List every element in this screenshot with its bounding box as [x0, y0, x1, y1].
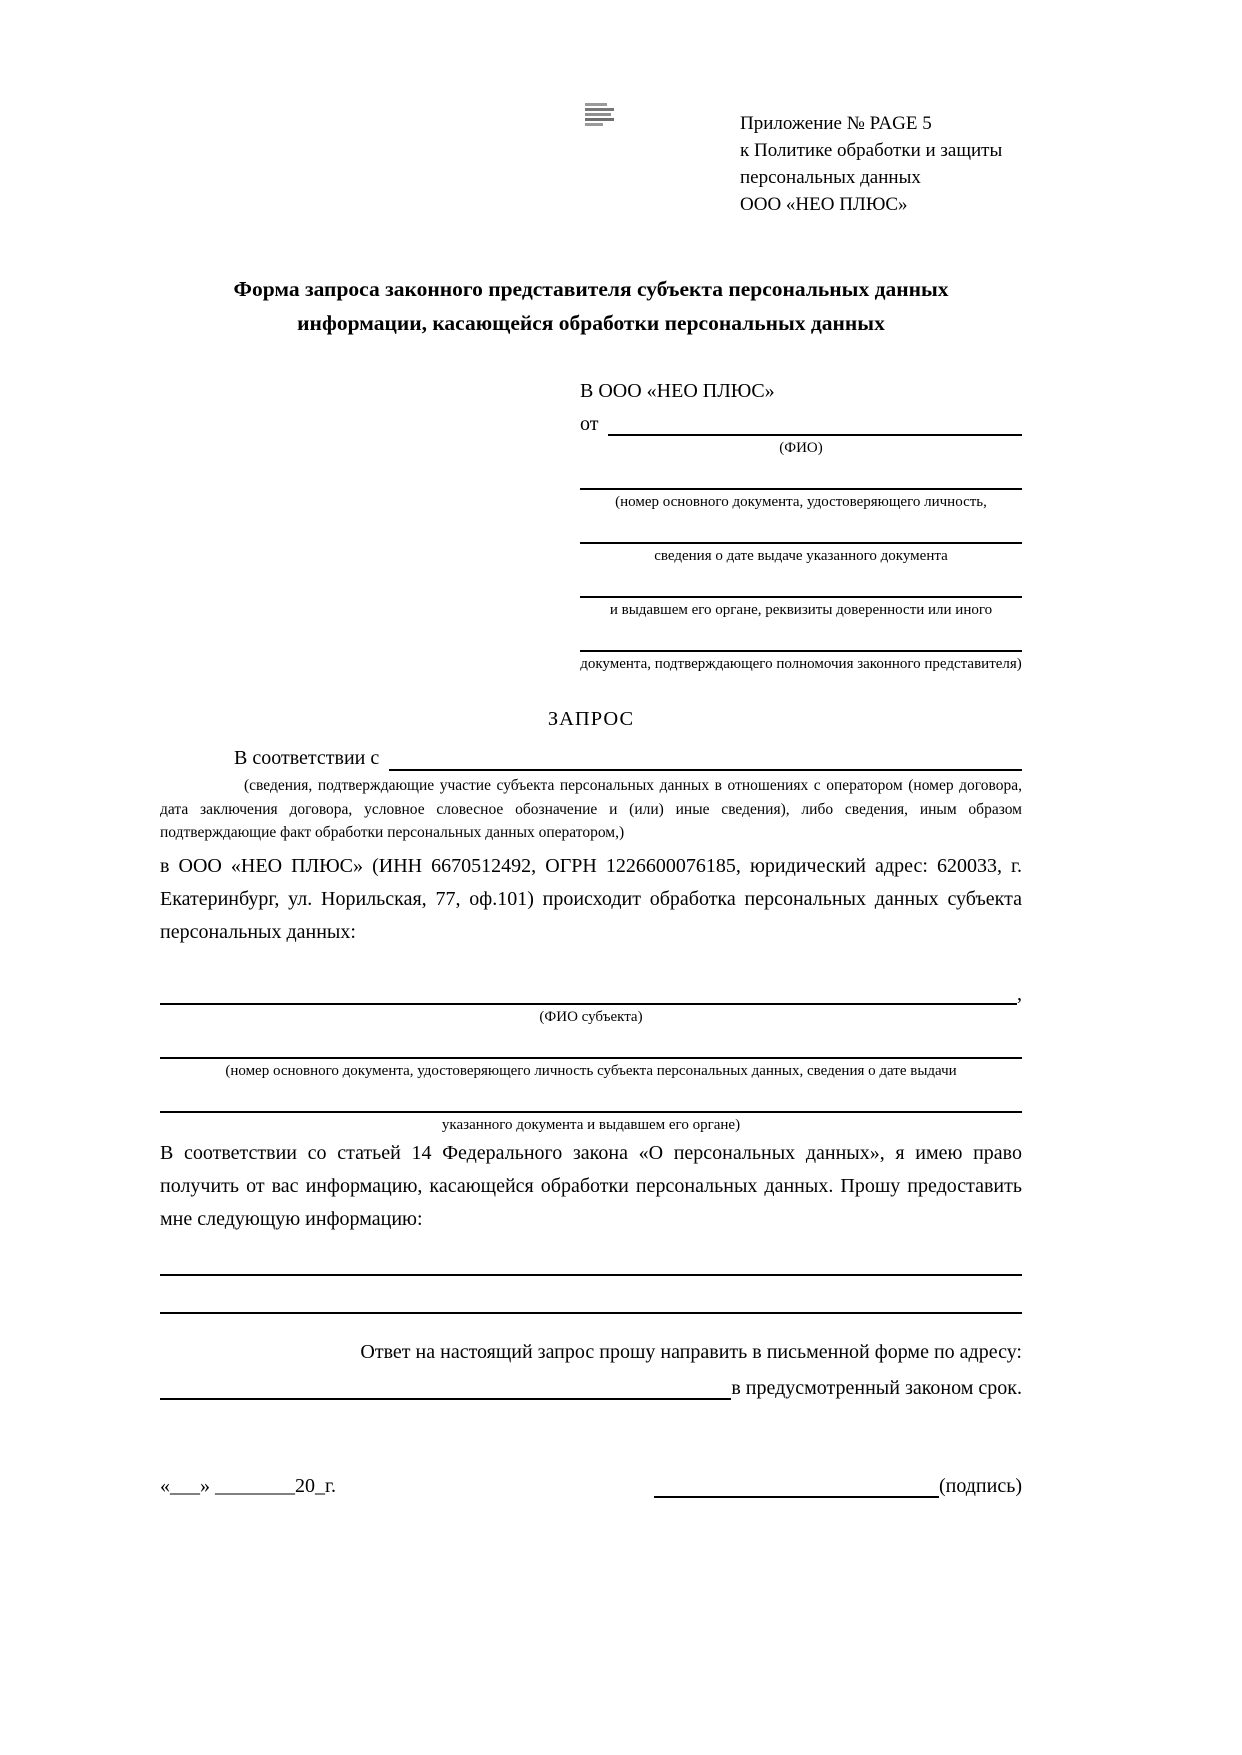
doc-issuer-blank-line: [580, 566, 1022, 598]
date-signature-row: [160, 1474, 1022, 1498]
accordance-label: В соответствии с: [234, 747, 380, 769]
signature-group: [654, 1474, 1022, 1498]
information-blank-line-1: [160, 1236, 1022, 1276]
answer-address-sentence: Ответ на настоящий запрос прошу направить в письменной форме по адресу:: [360, 1340, 1022, 1363]
doc-caption-3: и выдавшем его органе, реквизиты доверенности или иного: [609, 602, 993, 618]
accordance-fine-print: (сведения, подтверждающие участие субъекта персональных данных в отношениях с оператором (номер договора, дата заключения договора, условное словесное обозначение и (или) иные сведения), либо сведения, иным образом подтверждающие факт обработки персональных данных оператором,): [160, 777, 1022, 841]
accordance-field-row: [160, 741, 1022, 771]
subject-doc-blank-line-1: [160, 1027, 1022, 1059]
operator-paragraph: в ООО «НЕО ПЛЮС» (ИНН 6670512492, ОГРН 1226600076185, юридический адрес: 620033, г. Екатеринбург, ул. Норильская, 77, оф.101) происходит обработка персональных данных субъекта персональных данных:: [160, 854, 1022, 943]
answer-deadline-text: в предусмотренный законом срок.: [731, 1376, 1022, 1399]
subject-fio-comma: ,: [1017, 982, 1022, 1005]
signature-blank-line: [654, 1474, 939, 1498]
answer-address-row: [160, 1368, 1022, 1400]
subject-fio-blank-line: [160, 1003, 1017, 1005]
subject-doc-caption-2: указанного документа и выдавшем его органе): [441, 1116, 741, 1133]
subject-doc-blank-line-2: [160, 1081, 1022, 1113]
doc-caption-2: сведения о дате выдаче указанного документа: [654, 548, 948, 564]
recipient-block: [580, 376, 1022, 674]
doc-caption-1: (номер основного документа, удостоверяющего личность,: [615, 494, 987, 510]
subject-fio-caption: (ФИО субъекта): [539, 1008, 643, 1025]
article-14-paragraph: В соответствии со статьей 14 Федерального закона «О персональных данных», я имею право получить от вас информацию, касающейся обработки персональных данных. Прошу предоставить мне следующую информацию:: [160, 1141, 1022, 1230]
from-field-row: [580, 410, 1022, 436]
fio-caption: (ФИО): [779, 440, 823, 456]
recipient-organization: В ООО «НЕО ПЛЮС»: [580, 380, 775, 402]
document-title-line-1: Форма запроса законного представителя субъекта персональных данных: [233, 277, 949, 301]
appendix-line-3: персональных данных: [740, 167, 921, 188]
subject-doc-caption-1: (номер основного документа, удостоверяющего личность субъекта персональных данных, сведения о дате выдачи: [225, 1062, 957, 1079]
address-blank-line: [160, 1398, 731, 1400]
appendix-line-2: к Политике обработки и защиты: [740, 140, 1003, 161]
doc-authority-blank-line: [580, 620, 1022, 652]
date-blank-text: «___» ________20_г.: [160, 1474, 336, 1497]
accordance-blank-line: [389, 769, 1022, 771]
doc-number-blank-line: [580, 458, 1022, 490]
document-content: [160, 0, 1022, 1498]
document-title: [160, 272, 1022, 340]
from-label: от: [580, 413, 599, 435]
doc-issue-date-blank-line: [580, 512, 1022, 544]
appendix-line-4: ООО «НЕО ПЛЮС»: [740, 194, 908, 215]
information-blank-line-2: [160, 1276, 1022, 1314]
fio-blank-line: [608, 434, 1022, 436]
document-title-line-2: информации, касающейся обработки персональных данных: [297, 311, 885, 335]
appendix-line-1: Приложение № PAGE 5: [740, 113, 932, 134]
appendix-header: [740, 110, 1022, 218]
signature-caption: (подпись): [938, 1474, 1022, 1497]
request-heading: ЗАПРОС: [547, 708, 635, 730]
doc-caption-4: документа, подтверждающего полномочия законного представителя): [580, 656, 1022, 672]
subject-fio-row: [160, 975, 1022, 1005]
